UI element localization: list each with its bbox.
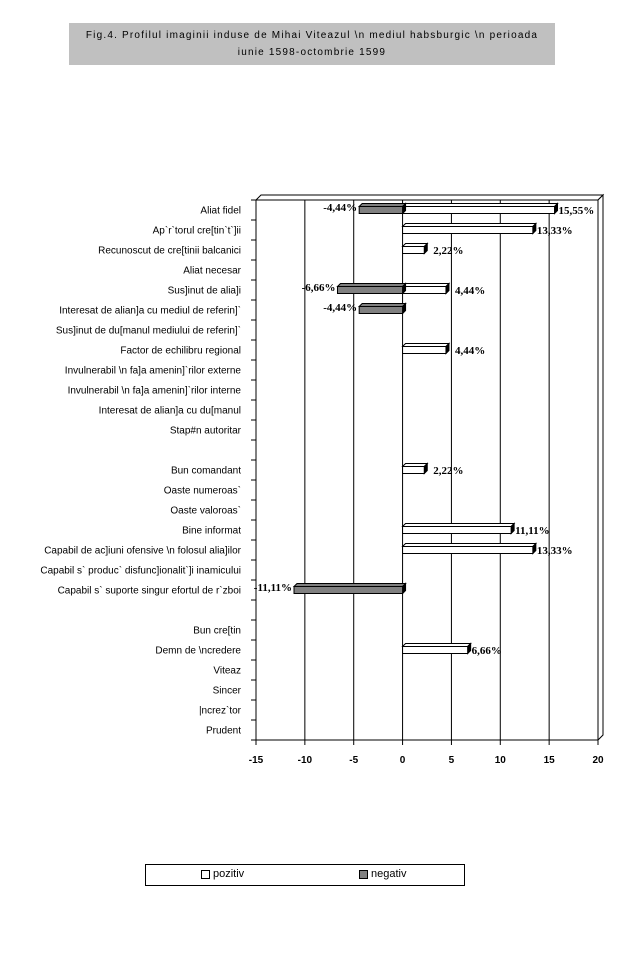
bar-pozitiv [403,467,425,474]
data-label: -11,11% [253,582,293,594]
bar-pozitiv [403,647,468,654]
bar-negativ [294,587,403,594]
category-label: Bun comandant [170,465,241,477]
data-label: 15,55% [558,205,595,217]
category-label: Bine informat [182,525,241,537]
category-label: Stap#n autoritar [169,425,241,437]
x-tick-label: -5 [349,755,359,766]
category-label: Sus]inut de du[manul mediului de referin]` [55,325,241,337]
category-label: Bun cre[tin [193,625,241,637]
bar-pozitiv [403,287,446,294]
data-label: 2,22% [433,245,464,257]
category-label: |ncrez`tor [198,705,241,717]
bar-pozitiv [403,247,425,254]
plot-top-wall [256,195,603,200]
x-tick-label: -10 [297,755,313,766]
category-label: Invulnerabil \n fa]a amenin]`rilor interne [67,385,241,397]
category-label: Capabil s` produc` disfunc]ionalit`]i inamicului [40,565,241,577]
data-label: 6,66% [471,645,502,657]
category-label: Oaste numeroas` [163,485,241,497]
category-label: Ap`r`torul cre[tin`t`]ii [152,225,241,237]
legend-item-pozitiv [201,868,244,880]
legend-swatch-negativ [359,870,368,879]
bar-pozitiv [403,547,533,554]
data-label: -4,44% [323,302,358,314]
legend [145,864,465,886]
x-tick-label: -15 [248,755,264,766]
category-label: Capabil de ac]iuni ofensive \n folosul alia]ilor [44,545,241,557]
category-label: Interesat de alian]a cu du[manul [98,405,241,417]
bar-pozitiv [403,227,533,234]
data-label: -4,44% [323,202,358,214]
legend-label-pozitiv: pozitiv [213,868,245,880]
category-label: Sincer [212,685,241,697]
x-tick-label: 20 [592,755,604,766]
x-tick-label: 0 [399,755,406,766]
data-label: 2,22% [433,465,464,477]
data-label: -6,66% [301,282,336,294]
category-label: Viteaz [213,665,241,677]
bar-negativ [359,207,402,214]
bar-pozitiv [403,527,512,534]
category-label: Factor de echilibru regional [120,345,241,357]
data-label: 4,44% [454,345,486,357]
data-label: 13,33% [536,225,573,237]
data-label: 11,11% [515,525,550,537]
category-label: Prudent [205,725,241,737]
chart-title: Fig.4. Profilul imaginii induse de Mihai Viteazul \n mediul habsburgic \n perioada iunie 1598-octombrie 1599 [85,30,539,58]
bar-pozitiv [403,207,555,214]
data-label: 13,33% [536,545,573,557]
category-label: Recunoscut de cre[tinii balcanici [98,245,241,257]
category-label: Aliat necesar [183,265,241,277]
legend-swatch-pozitiv [201,870,210,879]
category-label: Interesat de alian]a cu mediul de referin]` [59,305,241,317]
category-label: Invulnerabil \n fa]a amenin]`rilor externe [64,365,241,377]
x-tick-label: 15 [543,755,555,766]
category-label: Oaste valoroas` [170,505,241,517]
category-label: Aliat fidel [200,205,241,217]
bar-negativ [337,287,402,294]
plot-right-wall [598,195,603,740]
category-label: Capabil s` suporte singur efortul de r`zboi [57,585,241,597]
data-label: 4,44% [454,285,486,297]
category-label: Sus]inut de alia]i [167,285,241,297]
x-tick-label: 10 [494,755,506,766]
bar-pozitiv [403,347,446,354]
legend-item-negativ [359,868,406,880]
category-label: Demn de \ncredere [155,645,241,657]
bar-negativ [359,307,402,314]
x-tick-label: 5 [448,755,455,766]
legend-label-negativ: negativ [371,868,407,880]
